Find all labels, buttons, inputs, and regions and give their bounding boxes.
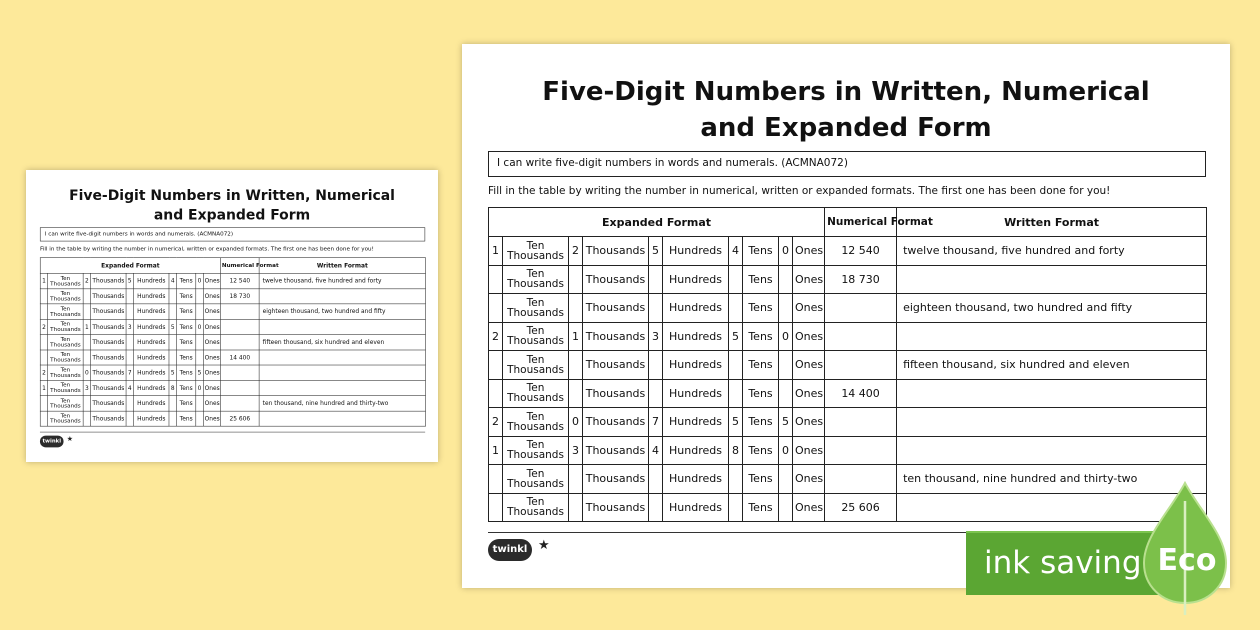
digit-cell[interactable]: 5 [649,237,663,266]
thumbnail-digit-cell: 8 [169,380,177,395]
thumbnail-numerical-cell [221,334,260,349]
thumbnail-unit-label-tens: Tens [176,273,195,288]
thumbnail-digit-cell: 0 [196,380,204,395]
thumbnail-digit-cell [169,334,177,349]
written-cell[interactable] [897,265,1207,294]
unit-label-ten-thousands: Ten Thousands [503,265,569,294]
unit-label-thousands: Thousands [583,322,649,351]
thumbnail-digit-cell [169,411,177,426]
digit-cell[interactable]: 4 [649,436,663,465]
digit-cell[interactable] [649,265,663,294]
digit-cell[interactable]: 2 [569,237,583,266]
digit-cell[interactable]: 2 [489,408,503,437]
worksheet-thumbnail-content [26,170,438,462]
thumbnail-unit-label-hundreds: Hundreds [134,319,169,334]
written-cell[interactable]: twelve thousand, five hundred and forty [897,237,1207,266]
twinkl-logo: twinkl [488,539,532,561]
thumbnail-title-line-2: and Expanded Form [153,207,311,224]
thumbnail-written-cell: eighteen thousand, two hundred and fifty [259,304,425,319]
table-row [489,436,1207,465]
table-row [489,265,1207,294]
table-row [489,237,1207,266]
thumbnail-digit-cell [83,289,91,304]
unit-label-ten-thousands: Ten Thousands [503,436,569,465]
thumbnail-digit-cell [196,350,204,365]
numerical-format-header: Numerical Format [825,208,897,237]
thumbnail-digit-cell [196,289,204,304]
thumbnail-unit-label-ten-thousands: Ten Thousands [48,289,83,304]
unit-label-ones: Ones [793,351,825,380]
table-row [489,379,1207,408]
digit-cell[interactable] [779,465,793,494]
unit-label-ten-thousands: Ten Thousands [503,294,569,323]
digit-cell[interactable]: 1 [569,322,583,351]
unit-label-ten-thousands: Ten Thousands [503,493,569,522]
unit-label-tens: Tens [743,379,779,408]
thumbnail-unit-label-thousands: Thousands [91,411,126,426]
thumbnail-digit-cell [126,334,134,349]
thumbnail-digit-cell [126,289,134,304]
digit-cell[interactable] [649,294,663,323]
digit-cell[interactable] [729,493,743,522]
digit-cell[interactable] [779,351,793,380]
digit-cell[interactable]: 2 [489,322,503,351]
thumbnail-digit-cell [196,334,204,349]
thumbnail-digit-cell: 5 [196,365,204,380]
thumbnail-table-row [40,380,425,395]
thumbnail-digit-cell [169,396,177,411]
written-cell[interactable]: eighteen thousand, two hundred and fifty [897,294,1207,323]
unit-label-thousands: Thousands [583,351,649,380]
unit-label-tens: Tens [743,237,779,266]
thumbnail-number-format-table [40,257,426,426]
digit-cell[interactable] [729,294,743,323]
thumbnail-written-cell: fifteen thousand, six hundred and eleven [259,334,425,349]
thumbnail-numerical-cell [221,304,260,319]
unit-label-ones: Ones [793,237,825,266]
star-icon: ★ [538,538,550,553]
thumbnail-twinkl-logo: twinkl [40,436,64,448]
thumbnail-unit-label-ten-thousands: Ten Thousands [48,304,83,319]
thumbnail-unit-label-thousands: Thousands [91,319,126,334]
unit-label-tens: Tens [743,294,779,323]
thumbnail-digit-cell [40,411,48,426]
thumbnail-digit-cell [40,334,48,349]
thumbnail-unit-label-ten-thousands: Ten Thousands [48,319,83,334]
worksheet-title [462,74,1230,146]
thumbnail-written-cell [259,365,425,380]
thumbnail-unit-label-tens: Tens [176,396,195,411]
thumbnail-unit-label-thousands: Thousands [91,289,126,304]
thumbnail-unit-label-ones: Ones [203,273,220,288]
thumbnail-digit-cell: 2 [83,273,91,288]
digit-cell[interactable]: 0 [569,408,583,437]
thumbnail-table-row [40,411,425,426]
thumbnail-written-cell [259,319,425,334]
numerical-cell[interactable]: 25 606 [825,493,897,522]
thumbnail-digit-cell [196,396,204,411]
unit-label-tens: Tens [743,465,779,494]
numerical-cell[interactable] [825,465,897,494]
digit-cell[interactable]: 1 [489,436,503,465]
thumbnail-instructions-text: Fill in the table by writing the number in numerical, written or expanded formats. The first one has been done for you! [39,245,374,253]
digit-cell[interactable] [489,265,503,294]
unit-label-thousands: Thousands [583,237,649,266]
thumbnail-unit-label-ten-thousands: Ten Thousands [48,273,83,288]
digit-cell[interactable] [779,294,793,323]
digit-cell[interactable] [569,493,583,522]
thumbnail-table-row [40,273,425,288]
unit-label-tens: Tens [743,436,779,465]
unit-label-tens: Tens [743,265,779,294]
digit-cell[interactable] [729,351,743,380]
thumbnail-unit-label-tens: Tens [176,289,195,304]
thumbnail-digit-cell [83,411,91,426]
unit-label-hundreds: Hundreds [663,351,729,380]
table-row [489,351,1207,380]
numerical-cell[interactable] [825,322,897,351]
thumbnail-unit-label-tens: Tens [176,319,195,334]
unit-label-ten-thousands: Ten Thousands [503,379,569,408]
thumbnail-unit-label-ones: Ones [203,380,220,395]
thumbnail-digit-cell: 1 [83,319,91,334]
title-line-1: Five-Digit Numbers in Written, Numerical [542,77,1150,107]
thumbnail-unit-label-ones: Ones [203,411,220,426]
thumbnail-table-row [40,350,425,365]
digit-cell[interactable] [569,351,583,380]
digit-cell[interactable] [649,493,663,522]
digit-cell[interactable]: 8 [729,436,743,465]
thumbnail-table-body [40,273,425,426]
thumbnail-digit-cell [83,334,91,349]
thumbnail-unit-label-ten-thousands: Ten Thousands [48,380,83,395]
eco-label: Eco [1157,543,1217,578]
thumbnail-unit-label-thousands: Thousands [91,304,126,319]
thumbnail-numerical-cell: 18 730 [221,289,260,304]
digit-cell[interactable] [729,265,743,294]
digit-cell[interactable] [569,265,583,294]
digit-cell[interactable]: 0 [779,322,793,351]
thumbnail-digit-cell [40,350,48,365]
thumbnail-unit-label-tens: Tens [176,380,195,395]
unit-label-hundreds: Hundreds [663,322,729,351]
unit-label-hundreds: Hundreds [663,408,729,437]
written-format-header: Written Format [897,208,1207,237]
thumbnail-unit-label-ten-thousands: Ten Thousands [48,334,83,349]
table-row [489,322,1207,351]
unit-label-hundreds: Hundreds [663,379,729,408]
written-cell[interactable] [897,436,1207,465]
thumbnail-unit-label-ones: Ones [203,304,220,319]
digit-cell[interactable]: 0 [779,436,793,465]
unit-label-ones: Ones [793,379,825,408]
digit-cell[interactable] [489,294,503,323]
thumbnail-written-cell: twelve thousand, five hundred and forty [259,273,425,288]
thumbnail-digit-cell: 3 [126,319,134,334]
unit-label-hundreds: Hundreds [663,465,729,494]
unit-label-thousands: Thousands [583,465,649,494]
thumbnail-unit-label-thousands: Thousands [91,380,126,395]
unit-label-hundreds: Hundreds [663,265,729,294]
thumbnail-expanded-format-header: Expanded Format [40,258,220,274]
digit-cell[interactable]: 4 [729,237,743,266]
digit-cell[interactable] [779,379,793,408]
thumbnail-written-format-header: Written Format [259,258,425,274]
thumbnail-written-cell [259,350,425,365]
digit-cell[interactable] [489,351,503,380]
unit-label-ones: Ones [793,265,825,294]
thumbnail-numerical-cell: 14 400 [221,350,260,365]
thumbnail-unit-label-ten-thousands: Ten Thousands [48,365,83,380]
thumbnail-unit-label-ones: Ones [203,334,220,349]
digit-cell[interactable] [649,351,663,380]
digit-cell[interactable] [489,379,503,408]
numerical-cell[interactable]: 14 400 [825,379,897,408]
ink-saving-text: ink saving [984,545,1142,581]
thumbnail-unit-label-ones: Ones [203,396,220,411]
unit-label-hundreds: Hundreds [663,436,729,465]
numerical-cell[interactable] [825,294,897,323]
thumbnail-digit-cell: 5 [126,273,134,288]
unit-label-ones: Ones [793,294,825,323]
thumbnail-unit-label-hundreds: Hundreds [134,365,169,380]
unit-label-thousands: Thousands [583,436,649,465]
thumbnail-table-row [40,334,425,349]
digit-cell[interactable] [649,465,663,494]
thumbnail-digit-cell [126,396,134,411]
thumbnail-table-row [40,396,425,411]
thumbnail-digit-cell [196,411,204,426]
worksheet-thumbnail [26,170,438,462]
thumbnail-unit-label-tens: Tens [176,334,195,349]
thumbnail-digit-cell: 1 [40,380,48,395]
thumbnail-digit-cell [196,304,204,319]
thumbnail-digit-cell [83,304,91,319]
thumbnail-digit-cell [126,304,134,319]
thumbnail-written-cell: ten thousand, nine hundred and thirty-two [259,396,425,411]
digit-cell[interactable] [569,294,583,323]
thumbnail-unit-label-ones: Ones [203,350,220,365]
unit-label-ten-thousands: Ten Thousands [503,237,569,266]
thumbnail-digit-cell: 4 [126,380,134,395]
written-cell[interactable] [897,322,1207,351]
table-header-row [489,208,1207,237]
thumbnail-digit-cell: 3 [83,380,91,395]
digit-cell[interactable] [729,379,743,408]
expanded-format-header: Expanded Format [489,208,825,237]
thumbnail-table-row [40,289,425,304]
worksheet-preview [462,44,1230,588]
thumbnail-written-cell [259,289,425,304]
thumbnail-unit-label-hundreds: Hundreds [134,334,169,349]
digit-cell[interactable] [489,465,503,494]
thumbnail-unit-label-ten-thousands: Ten Thousands [48,396,83,411]
thumbnail-table-header-row [40,258,425,274]
digit-cell[interactable]: 5 [729,322,743,351]
thumbnail-numerical-format-header: Numerical Format [221,258,260,274]
thumbnail-unit-label-ones: Ones [203,365,220,380]
unit-label-thousands: Thousands [583,265,649,294]
title-line-2: and Expanded Form [700,113,992,143]
number-format-table [488,207,1207,522]
table-row [489,465,1207,494]
table-row [489,493,1207,522]
digit-cell[interactable]: 3 [569,436,583,465]
digit-cell[interactable]: 5 [729,408,743,437]
unit-label-tens: Tens [743,408,779,437]
unit-label-thousands: Thousands [583,408,649,437]
thumbnail-worksheet-title [26,186,438,225]
thumbnail-unit-label-thousands: Thousands [91,334,126,349]
thumbnail-unit-label-hundreds: Hundreds [134,350,169,365]
digit-cell[interactable] [779,265,793,294]
digit-cell[interactable] [649,379,663,408]
thumbnail-unit-label-tens: Tens [176,411,195,426]
unit-label-hundreds: Hundreds [663,294,729,323]
thumbnail-digit-cell [126,411,134,426]
unit-label-tens: Tens [743,351,779,380]
thumbnail-digit-cell: 4 [169,273,177,288]
unit-label-tens: Tens [743,322,779,351]
thumbnail-unit-label-ones: Ones [203,289,220,304]
digit-cell[interactable]: 1 [489,237,503,266]
unit-label-tens: Tens [743,493,779,522]
thumbnail-star-icon: ★ [66,435,74,444]
thumbnail-unit-label-thousands: Thousands [91,396,126,411]
digit-cell[interactable]: 5 [779,408,793,437]
thumbnail-digit-cell: 1 [40,273,48,288]
thumbnail-unit-label-hundreds: Hundreds [134,289,169,304]
unit-label-thousands: Thousands [583,493,649,522]
learning-goal-box: I can write five-digit numbers in words and numerals. (ACMNA072) [488,151,1206,177]
unit-label-ones: Ones [793,408,825,437]
thumbnail-numerical-cell [221,319,260,334]
thumbnail-unit-label-hundreds: Hundreds [134,304,169,319]
unit-label-thousands: Thousands [583,294,649,323]
thumbnail-title-line-1: Five-Digit Numbers in Written, Numerical [69,187,395,204]
thumbnail-table-row [40,304,425,319]
numerical-cell[interactable] [825,351,897,380]
digit-cell[interactable] [779,493,793,522]
unit-label-hundreds: Hundreds [663,237,729,266]
thumbnail-learning-goal-box: I can write five-digit numbers in words and numerals. (ACMNA072) [40,227,425,241]
thumbnail-table-row [40,365,425,380]
thumbnail-unit-label-tens: Tens [176,350,195,365]
thumbnail-unit-label-hundreds: Hundreds [134,411,169,426]
digit-cell[interactable]: 7 [649,408,663,437]
unit-label-ones: Ones [793,436,825,465]
thumbnail-digit-cell [40,304,48,319]
thumbnail-written-cell [259,380,425,395]
unit-label-ones: Ones [793,493,825,522]
thumbnail-unit-label-ones: Ones [203,319,220,334]
unit-label-ten-thousands: Ten Thousands [503,322,569,351]
thumbnail-digit-cell: 0 [196,319,204,334]
thumbnail-numerical-cell: 25 606 [221,411,260,426]
unit-label-hundreds: Hundreds [663,493,729,522]
digit-cell[interactable]: 3 [649,322,663,351]
digit-cell[interactable] [729,465,743,494]
written-cell[interactable]: fifteen thousand, six hundred and eleven [897,351,1207,380]
thumbnail-unit-label-thousands: Thousands [91,365,126,380]
thumbnail-numerical-cell [221,365,260,380]
unit-label-ones: Ones [793,465,825,494]
table-row [489,408,1207,437]
thumbnail-numerical-cell: 12 540 [221,273,260,288]
digit-cell[interactable] [489,493,503,522]
digit-cell[interactable] [569,465,583,494]
numerical-cell[interactable]: 18 730 [825,265,897,294]
thumbnail-written-cell [259,411,425,426]
thumbnail-digit-cell: 2 [40,319,48,334]
thumbnail-numerical-cell [221,396,260,411]
digit-cell[interactable]: 0 [779,237,793,266]
thumbnail-digit-cell [40,396,48,411]
thumbnail-digit-cell [169,289,177,304]
written-cell[interactable]: ten thousand, nine hundred and thirty-two [897,465,1207,494]
unit-label-ten-thousands: Ten Thousands [503,465,569,494]
thumbnail-digit-cell: 2 [40,365,48,380]
unit-label-ten-thousands: Ten Thousands [503,351,569,380]
unit-label-ones: Ones [793,322,825,351]
unit-label-ten-thousands: Ten Thousands [503,408,569,437]
thumbnail-digit-cell [126,350,134,365]
thumbnail-unit-label-thousands: Thousands [91,350,126,365]
thumbnail-digit-cell [169,350,177,365]
thumbnail-unit-label-hundreds: Hundreds [134,396,169,411]
thumbnail-digit-cell: 0 [196,273,204,288]
thumbnail-unit-label-tens: Tens [176,304,195,319]
thumbnail-unit-label-hundreds: Hundreds [134,273,169,288]
thumbnail-digit-cell: 0 [83,365,91,380]
table-body [489,237,1207,522]
thumbnail-digit-cell [83,350,91,365]
thumbnail-digit-cell [40,289,48,304]
numerical-cell[interactable]: 12 540 [825,237,897,266]
table-row [489,294,1207,323]
thumbnail-unit-label-hundreds: Hundreds [134,380,169,395]
thumbnail-unit-label-thousands: Thousands [91,273,126,288]
written-cell[interactable] [897,408,1207,437]
thumbnail-digit-cell: 7 [126,365,134,380]
numerical-cell[interactable] [825,436,897,465]
written-cell[interactable] [897,379,1207,408]
numerical-cell[interactable] [825,408,897,437]
instructions-text: Fill in the table by writing the number in numerical, written or expanded formats. The first one has been done for you! [488,185,1111,197]
thumbnail-unit-label-ten-thousands: Ten Thousands [48,350,83,365]
thumbnail-digit-cell: 5 [169,365,177,380]
digit-cell[interactable] [569,379,583,408]
thumbnail-numerical-cell [221,380,260,395]
thumbnail-footer-divider [40,432,425,433]
thumbnail-digit-cell [83,396,91,411]
unit-label-thousands: Thousands [583,379,649,408]
thumbnail-digit-cell: 5 [169,319,177,334]
thumbnail-digit-cell [169,304,177,319]
thumbnail-table-row [40,319,425,334]
worksheet-content [462,44,1230,588]
thumbnail-unit-label-ten-thousands: Ten Thousands [48,411,83,426]
thumbnail-unit-label-tens: Tens [176,365,195,380]
